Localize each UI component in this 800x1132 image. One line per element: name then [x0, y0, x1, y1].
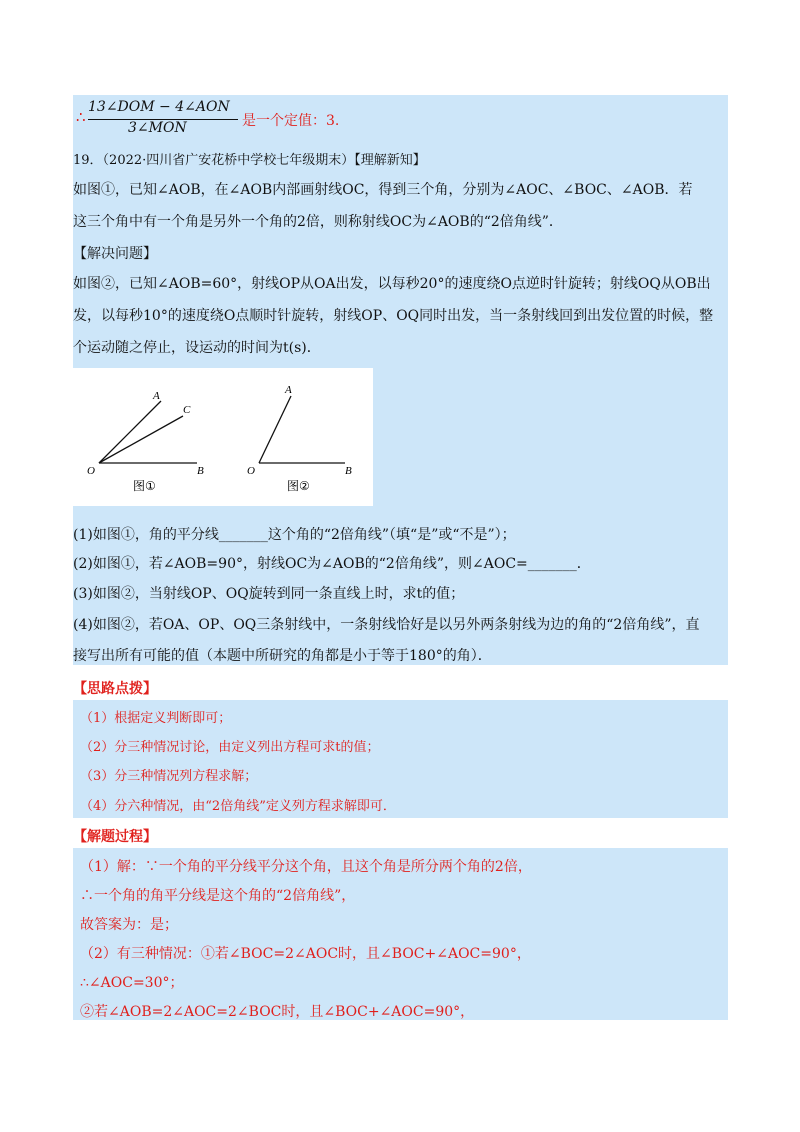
hint-line-3: （3）分三种情况列方程求解； [80, 769, 258, 784]
solution-line-1: （1）解：∵一个角的平分线平分这个角，且这个角是所分两个角的2倍， [80, 859, 532, 875]
conclusion-suffix: 是一个定值：3. [242, 113, 340, 129]
solution-line-6: ②若∠AOB=2∠AOC=2∠BOC时，且∠BOC+∠AOC=90°， [80, 1004, 475, 1020]
hint-title: 【思路点拨】 [73, 681, 157, 697]
hint-line-2: （2）分三种情况讨论，由定义列出方程可求t的值； [80, 740, 380, 755]
therefore-symbol: ∴ [76, 108, 86, 126]
fig2-ray-oa [259, 396, 291, 463]
problem-para1-line2: 这三个角中有一个角是另外一个角的2倍，则称射线OC为∠AOB的“2倍角线”． [73, 214, 563, 230]
figure-2 [247, 384, 352, 493]
fraction-denominator: 3∠MON [128, 120, 187, 136]
figure-panel [73, 368, 373, 506]
fig2-label-o: O [247, 465, 255, 477]
solution-line-2: ∴一个角的角平分线是这个角的“2倍角线”， [80, 888, 356, 904]
hint-line-4: （4）分六种情况，由“2倍角线”定义列方程求解即可． [80, 799, 396, 814]
fig1-label-b: B [197, 465, 204, 477]
problem-header: 19．（2022·四川省广安花桥中学校七年级期末）【理解新知】 [73, 153, 426, 168]
solution-title: 【解题过程】 [73, 829, 157, 845]
problem-para2-line3: 个运动随之停止，设运动的时间为t(s)． [73, 340, 321, 356]
fig1-ray-oc [99, 416, 183, 463]
figure-1 [87, 390, 204, 493]
question-4-line2: 接写出所有可能的值（本题中所研究的角都是小于等于180°的角）． [73, 648, 492, 664]
hint-line-1: （1）根据定义判断即可； [80, 711, 232, 726]
fig2-label-b: B [345, 465, 352, 477]
fraction-numerator: 13∠DOM − 4∠AON [88, 99, 230, 115]
problem-para2-line1: 如图②，已知∠AOB=60°，射线OP从OA出发，以每秒20°的速度绕O点逆时针旋转；射线OQ从OB出 [73, 276, 711, 292]
fig2-caption: 图② [287, 479, 310, 493]
solution-line-4: （2）有三种情况：①若∠BOC=2∠AOC时，且∠BOC+∠AOC=90°， [80, 946, 531, 962]
problem-para2-line2: 发，以每秒10°的速度绕O点顺时针旋转，射线OP、OQ同时出发，当一条射线回到出发位置的时候，整 [73, 308, 714, 324]
fig1-caption: 图① [133, 479, 156, 493]
fig2-label-a: A [285, 384, 292, 396]
solve-section-title: 【解决问题】 [73, 246, 157, 262]
solution-line-3: 故答案为：是； [80, 917, 178, 933]
solution-line-5: ∴∠AOC=30°； [80, 975, 184, 991]
problem-para1-line1: 如图①，已知∠AOB，在∠AOB内部画射线OC，得到三个角，分别为∠AOC、∠BOC、∠AOB．若 [73, 182, 693, 198]
fig1-label-a: A [153, 390, 160, 402]
question-1: (1)如图①，角的平分线_______这个角的“2倍角线”（填“是”或“不是”）； [73, 527, 516, 543]
question-2: (2)如图①，若∠AOB=90°，射线OC为∠AOB的“2倍角线”，则∠AOC=_______． [73, 556, 591, 572]
fig1-ray-oa [99, 401, 161, 463]
figure-svg [73, 368, 373, 506]
fig1-label-c: C [183, 404, 191, 416]
fig1-label-o: O [87, 465, 95, 477]
question-4-line1: (4)如图②，若OA、OP、OQ三条射线中，一条射线恰好是以另外两条射线为边的角的“2倍角线”，直 [73, 617, 700, 633]
question-3: (3)如图②，当射线OP、OQ旋转到同一条直线上时，求t的值； [73, 586, 465, 602]
